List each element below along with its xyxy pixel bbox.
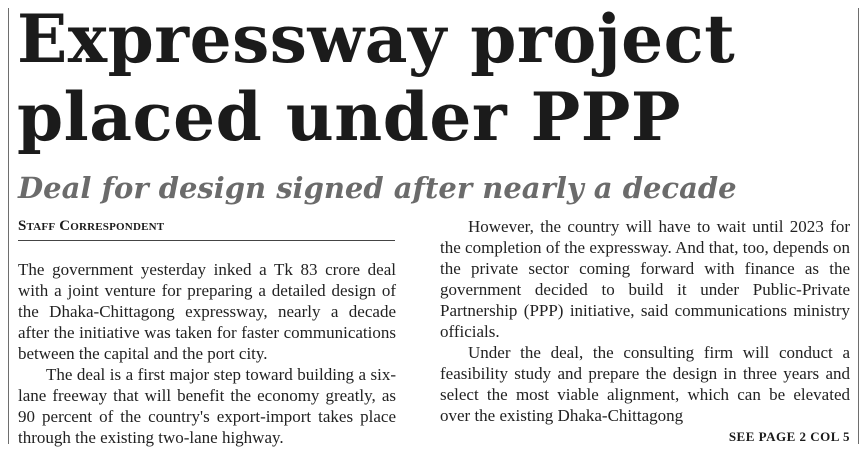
continued-on-jump-line: SEE PAGE 2 COL 5 <box>728 429 850 444</box>
right-column-rule <box>858 8 859 444</box>
left-column-rule <box>8 8 9 444</box>
headline <box>17 0 857 156</box>
body-paragraph: The government yesterday inked a Tk 83 crore deal with a joint venture for preparing a detailed design of the Dhaka-Chittagong expressway, nearly a decade after the initiative was taken for faster communications between the capital and the port city. <box>18 260 396 363</box>
article-column-1 <box>18 259 396 448</box>
headline-line-1: Expressway project <box>17 0 736 78</box>
headline-line-2: placed under PPP <box>17 78 682 156</box>
subheadline: Deal for design signed after nearly a decade <box>18 171 737 205</box>
body-paragraph: However, the country will have to wait until 2023 for the completion of the expressway. And that, too, depends on the private sector coming forward with finance as the government decided to build it under Public-Private Partnership (PPP) initiative, said communications ministry officials. <box>440 217 850 341</box>
byline: Staff Correspondent <box>18 218 395 241</box>
body-paragraph: The deal is a first major step toward building a six-lane freeway that will benefit the economy greatly, as 90 percent of the country's export-import takes place through the existing two-lane highway. <box>18 365 396 447</box>
article-column-2 <box>440 216 850 426</box>
body-paragraph: Under the deal, the consulting firm will conduct a feasibility study and prepare the design in three years and select the most viable alignment, which can be elevated over the existing Dhaka-Chittagong <box>440 343 850 425</box>
